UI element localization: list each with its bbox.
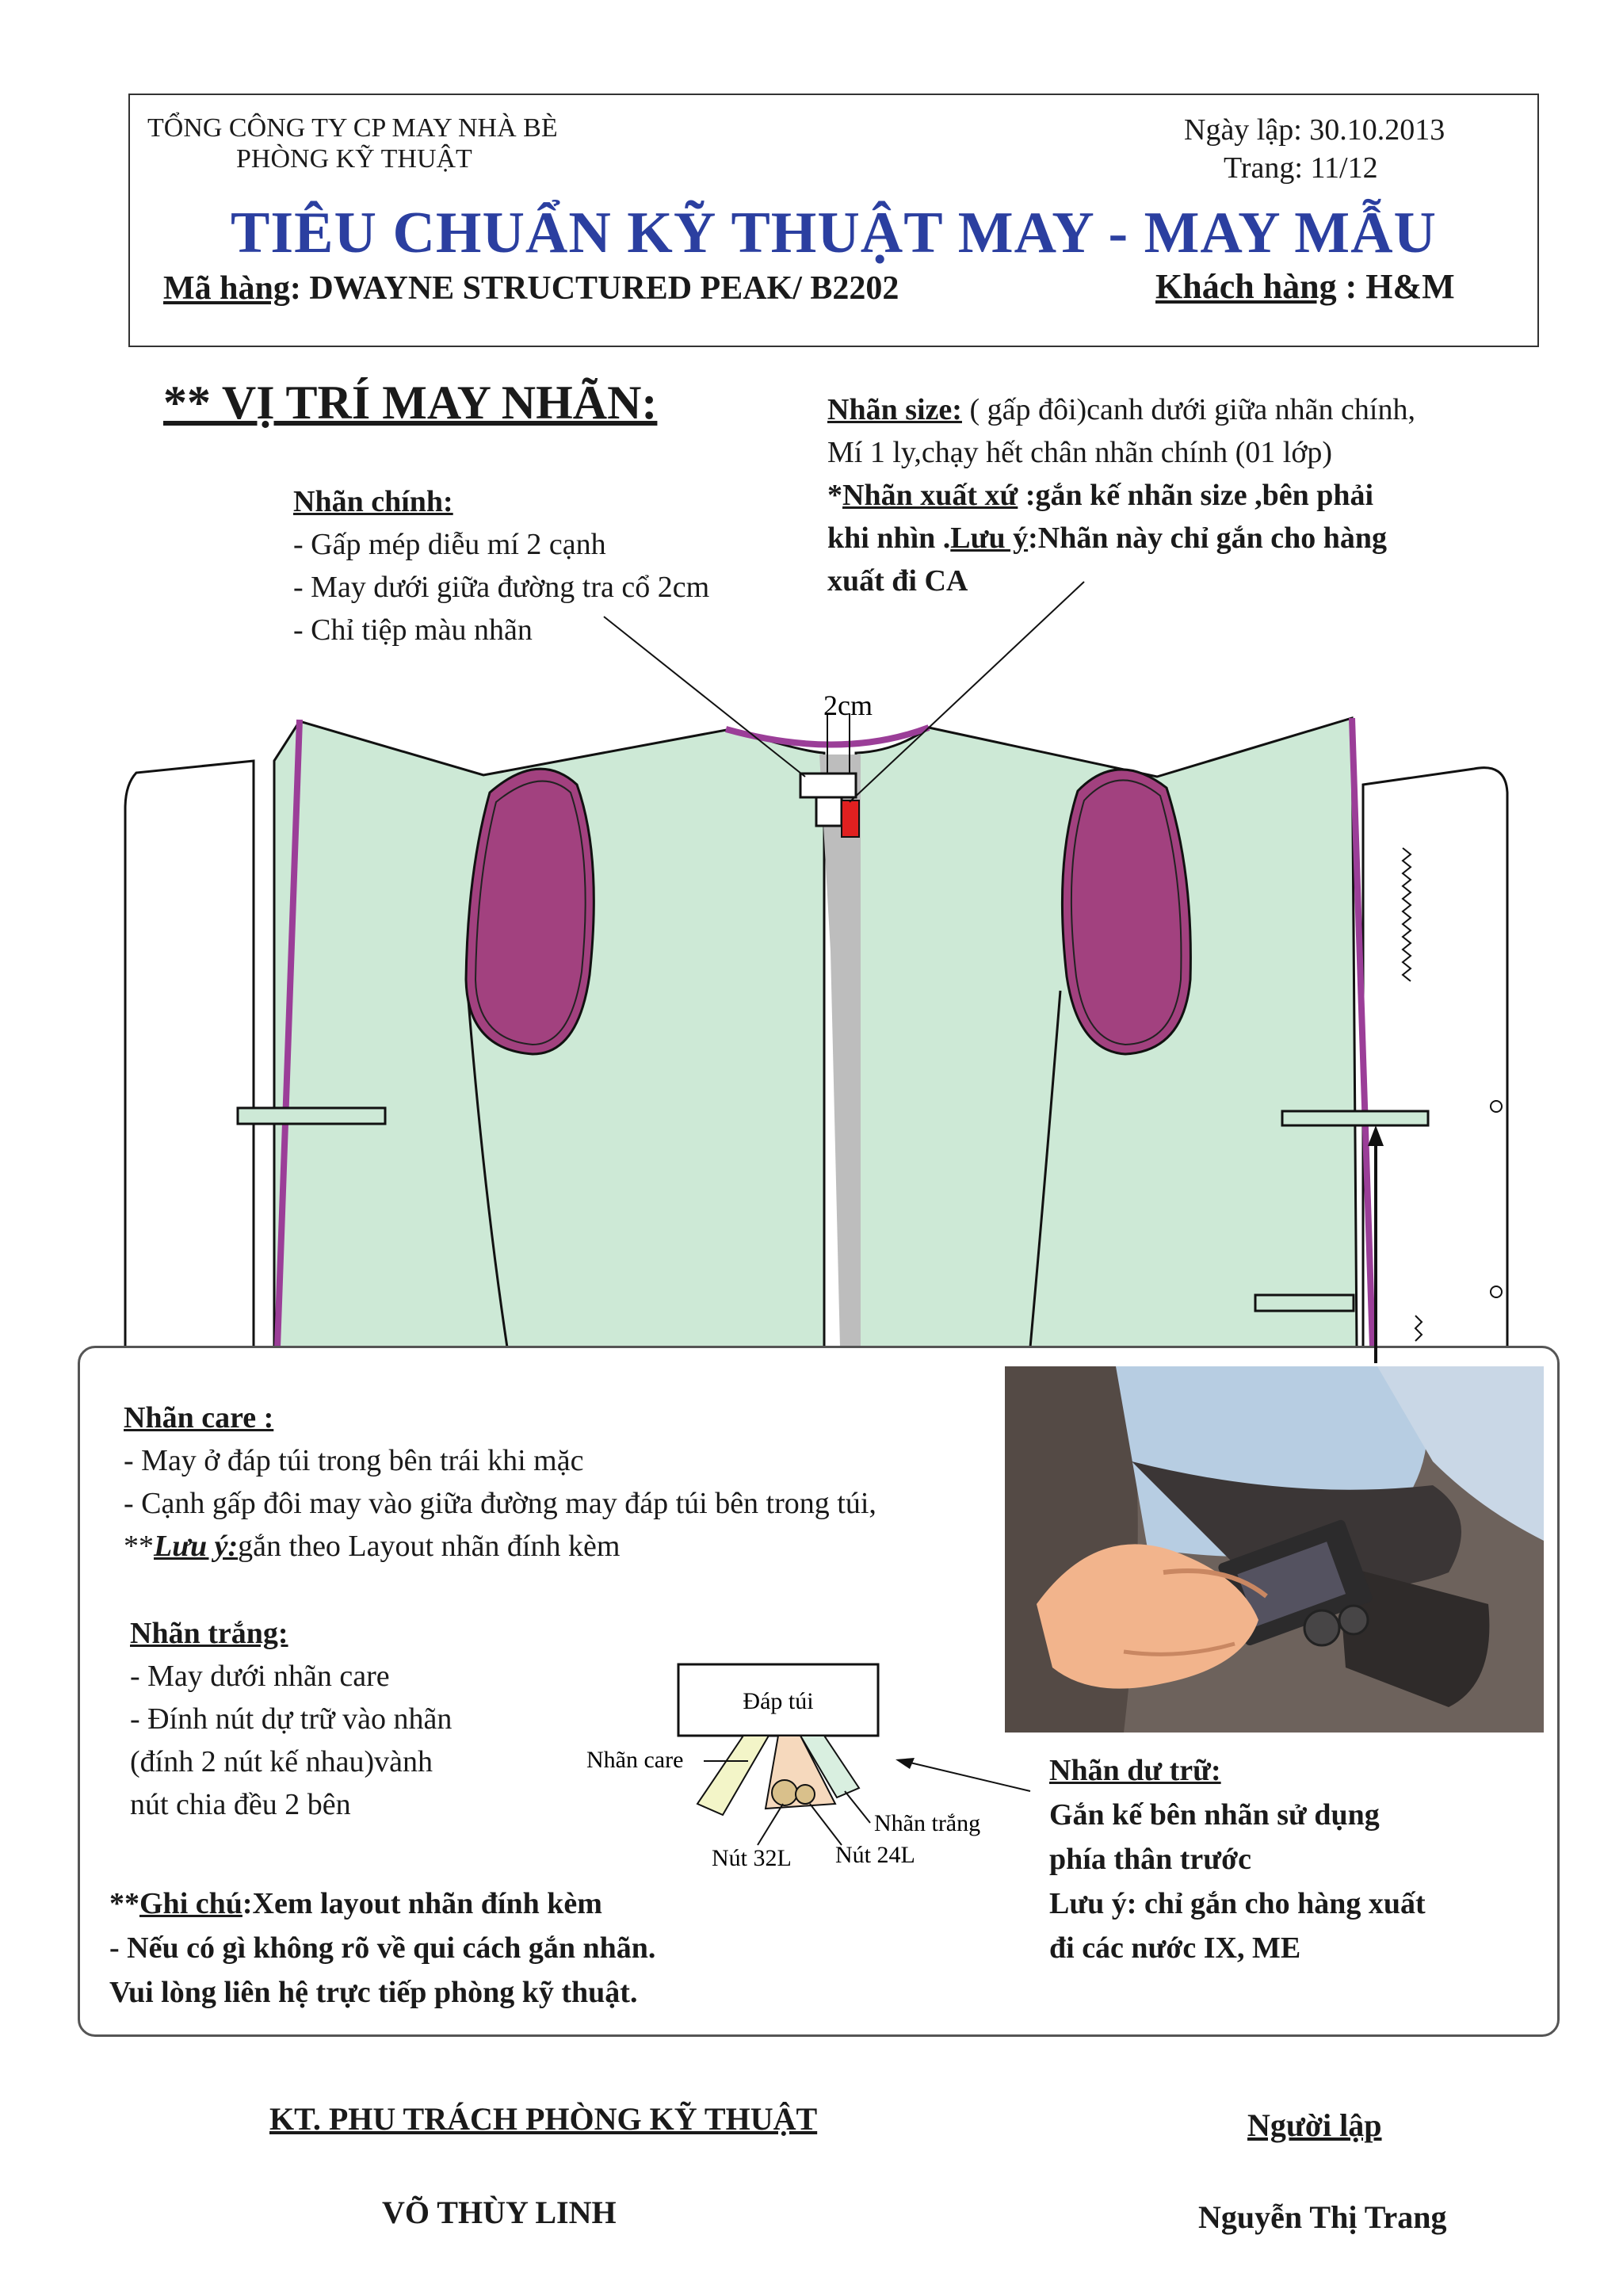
care-label-line: - Cạnh gấp đôi may vào giữa đường may đáp túi bên trong túi, — [124, 1487, 876, 1520]
size-label — [816, 797, 842, 826]
size-label-heading: Nhãn size: — [827, 393, 962, 426]
main-label-line: - Gấp mép diễu mí 2 cạnh — [293, 528, 606, 561]
care-label-heading: Nhãn care : — [124, 1401, 274, 1435]
button-24-icon — [796, 1785, 815, 1804]
left-inner-pocket — [466, 769, 594, 1054]
care-label-note: Nhãn care : - May ở đáp túi trong bên trái khi mặc - Cạnh gấp đôi may vào giữa đường may đáp túi bên trong túi, **Lưu ý:gắn theo Layout nhãn đính kèm — [124, 1396, 876, 1568]
origin-label — [842, 800, 859, 837]
page-number: Trang: 11/12 — [1224, 151, 1378, 185]
right-welt-pocket — [1282, 1111, 1428, 1125]
company-name: TỔNG CÔNG TY CP MAY NHÀ BÈ — [147, 113, 558, 143]
care-label-line: - May ở đáp túi trong bên trái khi mặc — [124, 1444, 584, 1477]
size-label-line: ( gấp đôi)canh dưới giữa nhãn chính, — [961, 393, 1415, 426]
main-label-heading: Nhãn chính: — [293, 485, 453, 518]
origin-label-heading: Nhãn xuất xứ — [842, 479, 1018, 512]
department-name: PHÒNG KỸ THUẬT — [236, 144, 472, 174]
reserve-arrow — [856, 1744, 1038, 1823]
size-label-line: Mí 1 ly,chạy hết chân nhãn chính (01 lớp) — [827, 436, 1333, 469]
document-title: TIÊU CHUẨN KỸ THUẬT MAY - MAY MẪU — [231, 201, 1437, 266]
date-created: Ngày lập: 30.10.2013 — [1184, 113, 1445, 147]
section-title: ** VỊ TRÍ MAY NHÃN: — [163, 376, 658, 429]
product-code-value: : DWAYNE STRUCTURED PEAK/ B2202 — [289, 270, 899, 307]
reserve-label-heading: Nhãn dư trữ: — [1049, 1754, 1221, 1787]
signature-right-title: Người lập — [1247, 2107, 1382, 2143]
signature-left-title: KT. PHU TRÁCH PHÒNG KỸ THUẬT — [269, 2101, 818, 2137]
center-lining-strip — [819, 755, 861, 1347]
main-label-line: - Chỉ tiệp màu nhãn — [293, 613, 533, 647]
right-small-pocket — [1255, 1295, 1354, 1311]
leader-line — [810, 1804, 842, 1845]
product-code-label: Mã hàng — [163, 270, 290, 307]
reserve-label-note: Nhãn dư trữ: Gắn kế bên nhãn sử dụng phía thân trước Lưu ý: chỉ gắn cho hàng xuất đi các nước IX, ME — [1049, 1748, 1426, 1970]
customer-label: Khách hàng — [1155, 267, 1337, 306]
white-label-heading: Nhãn trắng: — [130, 1617, 288, 1650]
footnote: **Ghi chú:Xem layout nhãn đính kèm - Nếu có gì không rõ về qui cách gắn nhãn. Vui lòng liên hệ trực tiếp phòng kỹ thuật. — [109, 1887, 656, 2009]
main-label-line: - May dưới giữa đường tra cổ 2cm — [293, 571, 710, 604]
pocket-arrow — [1360, 1125, 1392, 1363]
size-label-note: Nhãn size: ( gấp đôi)canh dưới giữa nhãn chính, Mí 1 ly,chạy hết chân nhãn chính (01 lớp) *Nhãn xuất xứ :gắn kế nhãn size ,bên phải khi nhìn .Lưu ý:Nhãn này chỉ gắn cho hàng xuất đi CA — [827, 388, 1541, 602]
signature-left-name: VÕ THÙY LINH — [382, 2195, 617, 2230]
left-sleeve — [125, 761, 254, 1347]
left-welt-pocket — [238, 1108, 385, 1124]
button-24-label: Nút 24L — [835, 1842, 915, 1868]
main-label — [800, 774, 856, 797]
signature-right-name: Nguyễn Thị Trang — [1198, 2199, 1447, 2235]
button-32-icon — [772, 1780, 797, 1805]
facing-label: Đáp túi — [743, 1688, 814, 1714]
customer-value: : H&M — [1336, 267, 1455, 306]
dimension-label: 2cm — [823, 690, 873, 721]
button-32-label: Nút 32L — [712, 1845, 792, 1871]
care-tag-shape — [697, 1736, 769, 1815]
leader-line — [758, 1804, 783, 1845]
pocket-photo — [1005, 1366, 1544, 1733]
white-tag-label: Nhãn trắng — [874, 1810, 981, 1836]
care-tag-label: Nhãn care — [586, 1747, 684, 1773]
white-label-note: Nhãn trắng: - May dưới nhãn care - Đính nút dự trữ vào nhãn (đính 2 nút kế nhau)vành nút chia đều 2 bên — [130, 1612, 452, 1826]
pocket-photo-illustration — [1005, 1366, 1544, 1733]
